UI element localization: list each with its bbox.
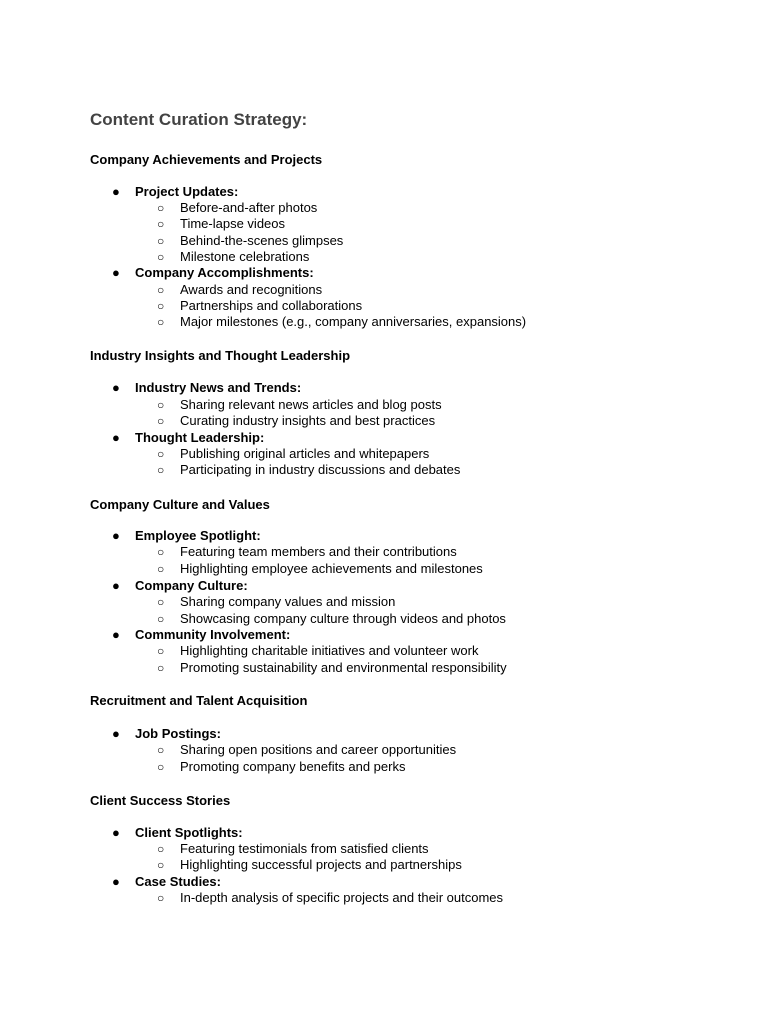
sub-list-item-text: Behind-the-scenes glimpses — [180, 233, 344, 248]
bullet-disc-icon: ● — [112, 578, 120, 593]
bullet-circle-icon: ○ — [157, 283, 165, 297]
bullet-circle-icon: ○ — [157, 250, 165, 264]
list-item-label: Employee Spotlight: — [135, 528, 261, 543]
bullet-circle-icon: ○ — [157, 562, 165, 576]
sub-list-item-text: Publishing original articles and whitepapers — [180, 446, 430, 461]
bullet-circle-icon: ○ — [157, 661, 165, 675]
sub-list-item-text: Showcasing company culture through videos and photos — [180, 611, 506, 626]
sub-list-item-text: Milestone celebrations — [180, 249, 310, 264]
sub-list-item-text: Promoting sustainability and environmental responsibility — [180, 660, 507, 675]
list-item-label: Community Involvement: — [135, 627, 291, 642]
bullet-disc-icon: ● — [112, 430, 120, 445]
bullet-circle-icon: ○ — [157, 858, 165, 872]
sub-list-item-text: Partnerships and collaborations — [180, 298, 363, 313]
list-item-label: Client Spotlights: — [135, 825, 243, 840]
bullet-circle-icon: ○ — [157, 234, 165, 248]
section-heading: Industry Insights and Thought Leadership — [90, 348, 351, 363]
bullet-circle-icon: ○ — [157, 760, 165, 774]
sub-list-item-text: Curating industry insights and best practices — [180, 413, 436, 428]
list-item-label: Thought Leadership: — [135, 430, 265, 445]
sub-list-item-text: Highlighting successful projects and partnerships — [180, 857, 462, 872]
sub-list-item-text: Sharing open positions and career opportunities — [180, 742, 457, 757]
bullet-circle-icon: ○ — [157, 545, 165, 559]
bullet-disc-icon: ● — [112, 380, 120, 395]
bullet-circle-icon: ○ — [157, 595, 165, 609]
sub-list-item-text: Time-lapse videos — [180, 216, 286, 231]
sub-list-item-text: Before-and-after photos — [180, 200, 318, 215]
section-heading: Client Success Stories — [90, 793, 231, 808]
sub-list-item-text: Major milestones (e.g., company anniversaries, expansions) — [180, 314, 527, 329]
sub-list-item-text: Highlighting employee achievements and milestones — [180, 561, 483, 576]
section-heading: Company Achievements and Projects — [90, 152, 323, 167]
sub-list-item-text: Highlighting charitable initiatives and volunteer work — [180, 643, 479, 658]
list-item-label: Job Postings: — [135, 726, 221, 741]
bullet-circle-icon: ○ — [157, 299, 165, 313]
bullet-disc-icon: ● — [112, 825, 120, 840]
list-item-label: Project Updates: — [135, 184, 239, 199]
bullet-disc-icon: ● — [112, 627, 120, 642]
bullet-circle-icon: ○ — [157, 842, 165, 856]
document-title: Content Curation Strategy: — [90, 110, 308, 129]
bullet-disc-icon: ● — [112, 265, 120, 280]
section-heading: Company Culture and Values — [90, 497, 270, 512]
bullet-circle-icon: ○ — [157, 217, 165, 231]
bullet-circle-icon: ○ — [157, 891, 165, 905]
sub-list-item-text: In-depth analysis of specific projects and their outcomes — [180, 890, 504, 905]
bullet-disc-icon: ● — [112, 528, 120, 543]
sub-list-item-text: Featuring team members and their contributions — [180, 544, 457, 559]
sub-list-item-text: Featuring testimonials from satisfied clients — [180, 841, 429, 856]
list-item-label: Industry News and Trends: — [135, 380, 302, 395]
bullet-circle-icon: ○ — [157, 315, 165, 329]
bullet-circle-icon: ○ — [157, 743, 165, 757]
bullet-circle-icon: ○ — [157, 644, 165, 658]
list-item-label: Company Accomplishments: — [135, 265, 314, 280]
bullet-circle-icon: ○ — [157, 612, 165, 626]
bullet-disc-icon: ● — [112, 874, 120, 889]
list-item-label: Case Studies: — [135, 874, 221, 889]
bullet-circle-icon: ○ — [157, 463, 165, 477]
bullet-circle-icon: ○ — [157, 201, 165, 215]
sub-list-item-text: Promoting company benefits and perks — [180, 759, 406, 774]
sub-list-item-text: Participating in industry discussions and debates — [180, 462, 461, 477]
bullet-circle-icon: ○ — [157, 447, 165, 461]
bullet-disc-icon: ● — [112, 184, 120, 199]
sub-list-item-text: Sharing relevant news articles and blog posts — [180, 397, 442, 412]
sub-list-item-text: Awards and recognitions — [180, 282, 323, 297]
bullet-circle-icon: ○ — [157, 398, 165, 412]
bullet-circle-icon: ○ — [157, 414, 165, 428]
section-heading: Recruitment and Talent Acquisition — [90, 693, 308, 708]
list-item-label: Company Culture: — [135, 578, 248, 593]
bullet-disc-icon: ● — [112, 726, 120, 741]
sub-list-item-text: Sharing company values and mission — [180, 594, 396, 609]
